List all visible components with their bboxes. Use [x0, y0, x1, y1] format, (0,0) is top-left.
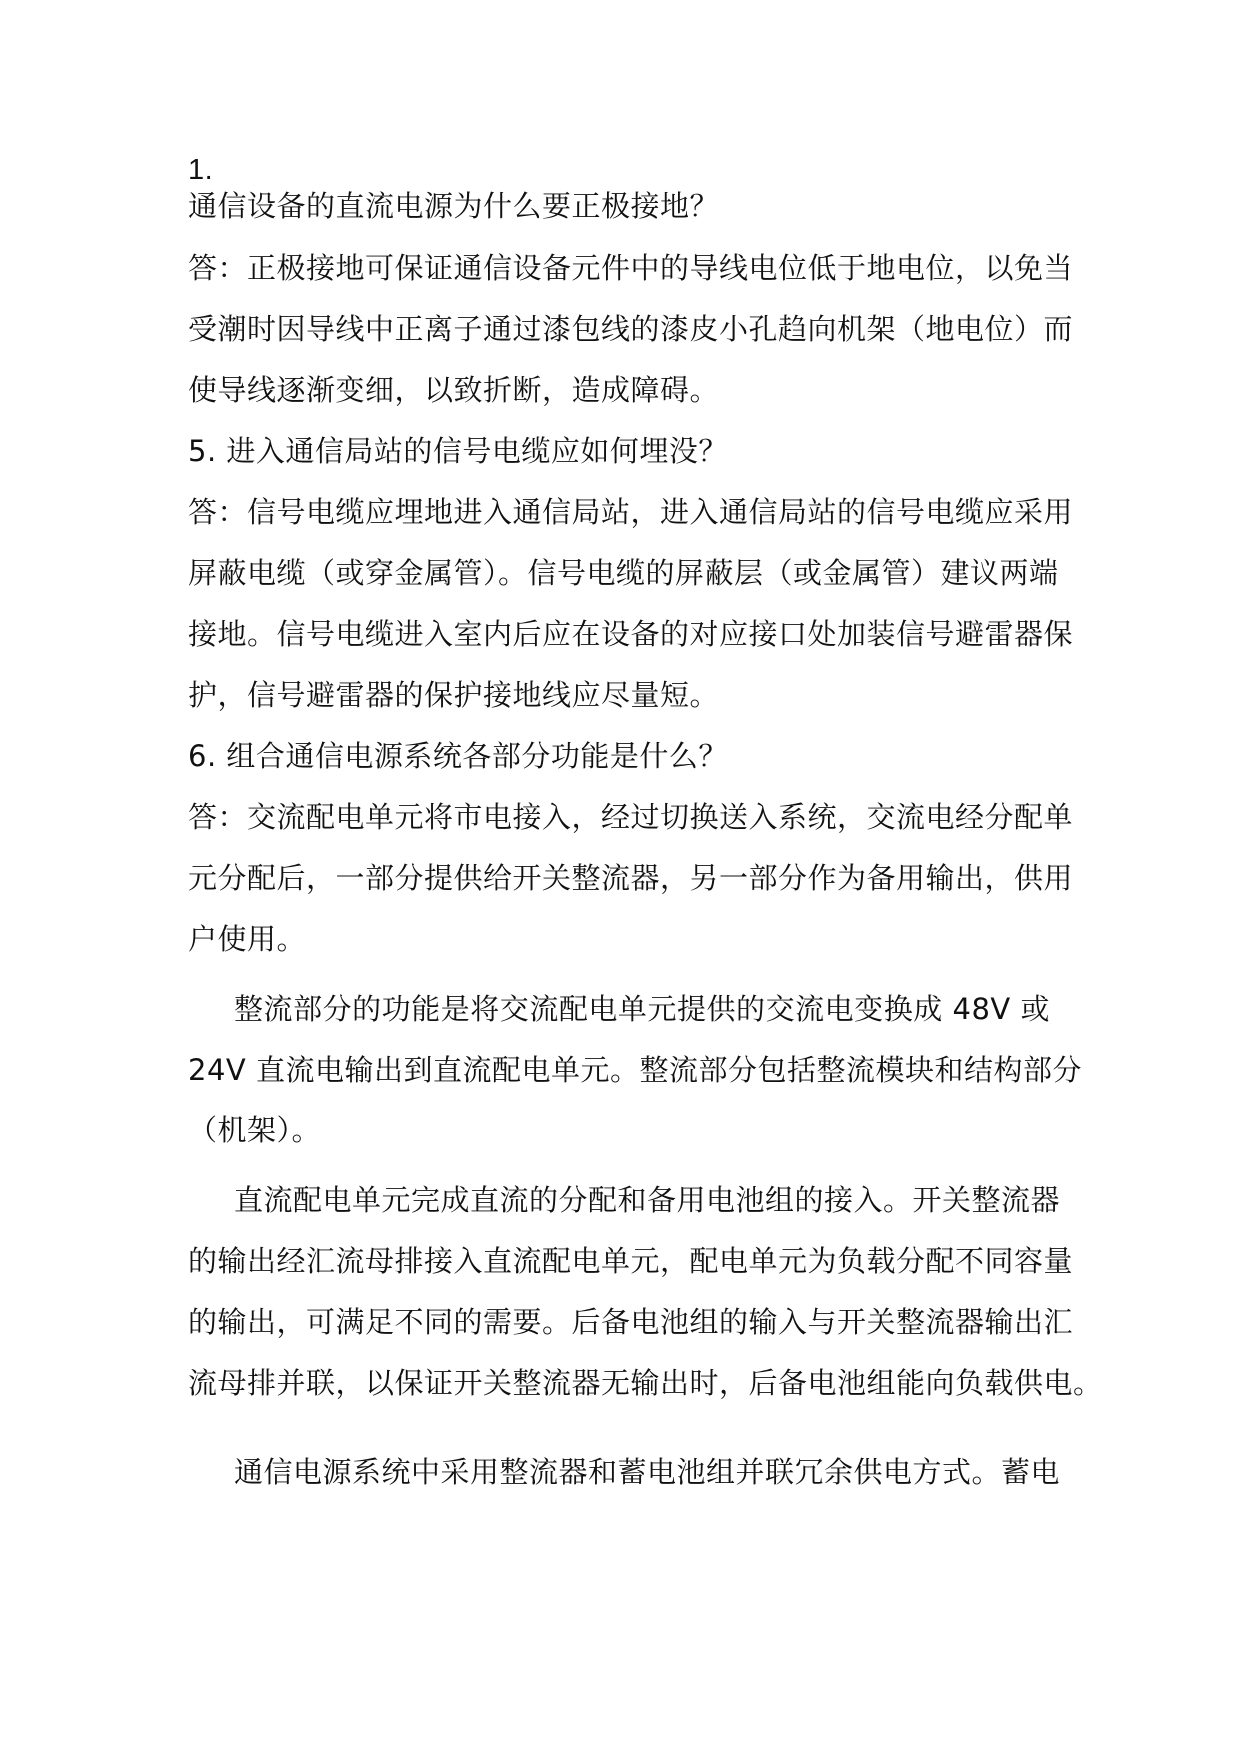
answer-5-line-3: 接地。信号电缆进入室内后应在设备的对应接口处加装信号避雷器保: [188, 617, 1074, 651]
question-1: 通信设备的直流电源为什么要正极接地？: [188, 189, 720, 223]
answer-1-line-2: 受潮时因导线中正离子通过漆包线的漆皮小孔趋向机架（地电位）而: [188, 312, 1074, 346]
answer-1-line-1: 答：正极接地可保证通信设备元件中的导线电位低于地电位，以免当: [188, 251, 1074, 285]
dc-para-line-2: 的输出经汇流母排接入直流配电单元，配电单元为负载分配不同容量: [188, 1244, 1074, 1278]
answer-1-line-3: 使导线逐渐变细，以致折断，造成障碍。: [188, 373, 720, 407]
rectifier-para-line-2: 24V 直流电输出到直流配电单元。整流部分包括整流模块和结构部分: [188, 1053, 1082, 1087]
dc-para-line-4: 流母排并联，以保证开关整流器无输出时，后备电池组能向负载供电。: [188, 1366, 1103, 1400]
answer-6-line-1: 答：交流配电单元将市电接入，经过切换送入系统，交流电经分配单: [188, 800, 1074, 834]
question-5: 5. 进入通信局站的信号电缆应如何埋没？: [188, 434, 728, 468]
system-para-line-1: 通信电源系统中采用整流器和蓄电池组并联冗余供电方式。蓄电: [234, 1455, 1061, 1489]
answer-6-line-3: 户使用。: [188, 922, 307, 956]
dc-para-line-3: 的输出，可满足不同的需要。后备电池组的输入与开关整流器输出汇: [188, 1305, 1074, 1339]
heading-number: 1.: [188, 154, 214, 186]
question-6: 6. 组合通信电源系统各部分功能是什么？: [188, 739, 728, 773]
answer-6-line-2: 元分配后，一部分提供给开关整流器，另一部分作为备用输出，供用: [188, 861, 1074, 895]
answer-5-line-2: 屏蔽电缆（或穿金属管）。信号电缆的屏蔽层（或金属管）建议两端: [188, 556, 1059, 590]
answer-5-line-4: 护，信号避雷器的保护接地线应尽量短。: [188, 678, 720, 712]
answer-5-line-1: 答：信号电缆应埋地进入通信局站，进入通信局站的信号电缆应采用: [188, 495, 1074, 529]
dc-para-line-1: 直流配电单元完成直流的分配和备用电池组的接入。开关整流器: [234, 1183, 1061, 1217]
rectifier-para-line-1: 整流部分的功能是将交流配电单元提供的交流电变换成 48V 或: [234, 992, 1050, 1026]
rectifier-para-line-3: （机架）。: [188, 1113, 322, 1147]
